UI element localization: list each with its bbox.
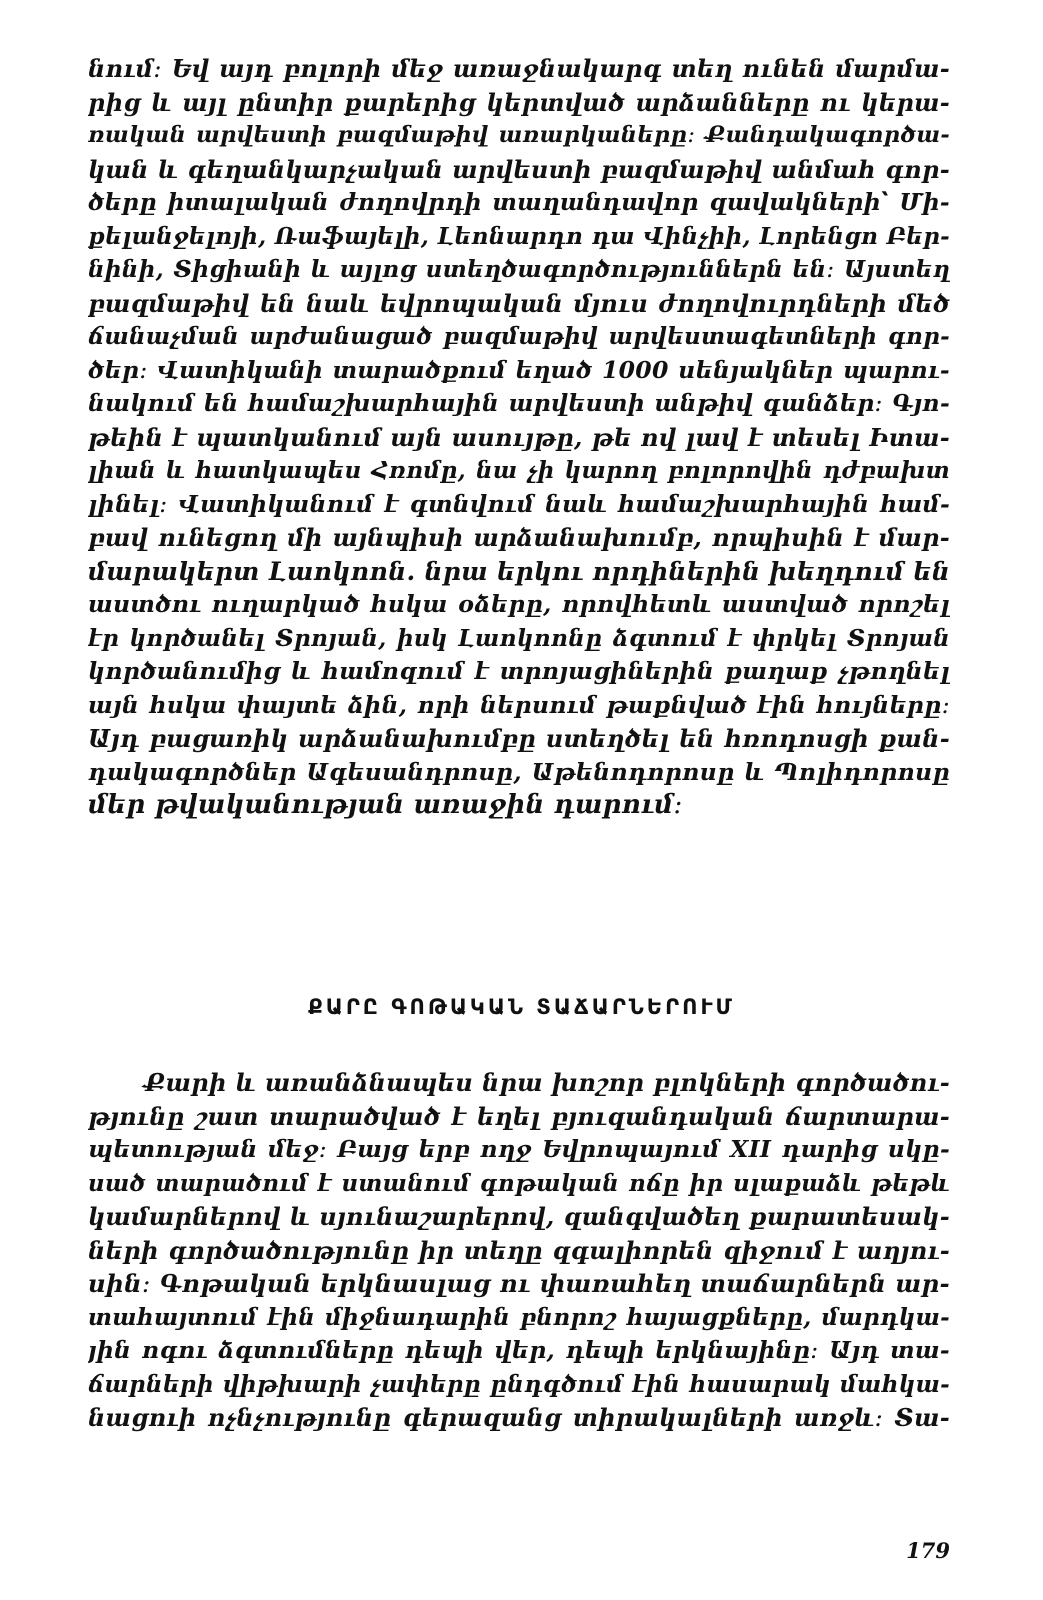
text-line: նինի, Տիցիանի և այլոց ստեղծագործություններն են։ Այստեղ bbox=[88, 256, 950, 283]
text-line: կան և գեղանկարչական արվեստի բազմաթիվ անմահ գոր- bbox=[88, 154, 950, 184]
text-line: ծերը իտալական ժողովրդի տաղանդավոր զավակների՝ Մի- bbox=[88, 188, 950, 216]
text-line: քելանջելոյի, Ռաֆայելի, Լեոնարդո դա Վինչիի, Լորենցո Բեր- bbox=[88, 222, 950, 250]
text-line: մեր թվականության առաջին դարում։ bbox=[88, 790, 683, 820]
text-line: էր կործանել Տրոյան, իսկ Լաոկոոնը ձգտում է փրկել Տրոյան bbox=[88, 624, 950, 652]
text-line: Այդ բացառիկ արձանախումբը ստեղծել են հռոդոսցի քան- bbox=[88, 724, 950, 753]
text-line: Քարի և առանձնապես նրա խոշոր բլոկների գործածու- bbox=[144, 1068, 950, 1097]
text-line: նացուի ոչնչությունը գերազանց տիրակալների առջև։ Տա- bbox=[88, 1403, 950, 1432]
text-line: բազմաթիվ են նաև եվրոպական մյուս ժողովուրդների մեծ bbox=[88, 288, 950, 318]
text-line: սին։ Գոթական երկնասլաց ու փառահեղ տաճարներն ար- bbox=[88, 1269, 950, 1298]
text-line: ճանաչման արժանացած բազմաթիվ արվեստագետների գոր- bbox=[88, 323, 950, 350]
text-line: տահայտում էին միջնադարին բնորոշ հայացքները, մարդկա- bbox=[88, 1303, 950, 1331]
paragraph-2 bbox=[88, 1066, 950, 1435]
text-line: թեին է պատկանում այն ասույթը, թե ով լավ է տեսել Իտա- bbox=[88, 422, 950, 452]
text-line: նակում են համաշխարհային արվեստի անթիվ գանձեր։ Գյո- bbox=[88, 389, 950, 417]
text-line: ճարների վիթխարի չափերը ընդգծում էին հասարակ մահկա- bbox=[88, 1370, 950, 1398]
text-line: ծեր։ Վատիկանի տարածքում եղած 1000 սենյակներ պարու- bbox=[88, 355, 950, 384]
text-line: ռական արվեստի բազմաթիվ առարկաները։ Քանդակագործա- bbox=[88, 122, 950, 148]
text-line: սած տարածում է ստանում գոթական ոճը իր սլաքաձև թեթև bbox=[88, 1169, 950, 1197]
text-line: պետության մեջ։ Բայց երբ ողջ Եվրոպայում XII դարից սկը- bbox=[88, 1135, 950, 1163]
text-line: թյունը շատ տարածված է եղել բյուզանդական ճարտարա- bbox=[88, 1101, 950, 1131]
text-line: այն հսկա փայտե ձին, որի ներսում թաքնված էին հույները։ bbox=[88, 690, 950, 719]
text-line: նում։ Եվ այդ բոլորի մեջ առաջնակարգ տեղ ունեն մարմա- bbox=[88, 54, 950, 83]
text-line: բավ ունեցող մի այնպիսի արձանախումբ, որպիսին է մար- bbox=[88, 523, 950, 552]
text-line: րից և այլ ընտիր քարերից կերտված արձանները ու կերա- bbox=[88, 87, 950, 117]
text-line: յին ոգու ձգտումները դեպի վեր, դեպի երկնայինը։ Այդ տա- bbox=[88, 1336, 950, 1364]
text-line: լինել։ Վատիկանում է գտնվում նաև համաշխարհային համ- bbox=[88, 489, 950, 518]
text-line: մարակերտ Լաոկոոն. նրա երկու որդիներին խեղդում են bbox=[88, 556, 950, 586]
page-number: 179 bbox=[906, 1538, 950, 1563]
text-line: դակագործներ Ագեսանդրոսը, Աթենոդորոսը և Պոլիդորոսը bbox=[88, 757, 950, 786]
text-line: աստծու ուղարկած հսկա օձերը, որովհետև աստված որոշել bbox=[88, 590, 950, 618]
text-line: լիան և հատկապես Հռոմը, նա չի կարող բոլորովին դժբախտ bbox=[88, 457, 950, 484]
text-line: կործանումից և համոզում է տրոյացիներին քաղաք չթողնել bbox=[88, 657, 950, 685]
paragraph-1 bbox=[88, 52, 950, 823]
section-heading: ՔԱՐԸ ԳՈԹԱԿԱՆ ՏԱՃԱՐՆԵՐՈՒՄ bbox=[308, 995, 735, 1019]
text-line: կամարներով և սյունաշարերով, զանգվածեղ քարատեսակ- bbox=[88, 1202, 950, 1231]
text-line: ների գործածությունը իր տեղը զգալիորեն զիջում է աղյու- bbox=[88, 1235, 950, 1265]
